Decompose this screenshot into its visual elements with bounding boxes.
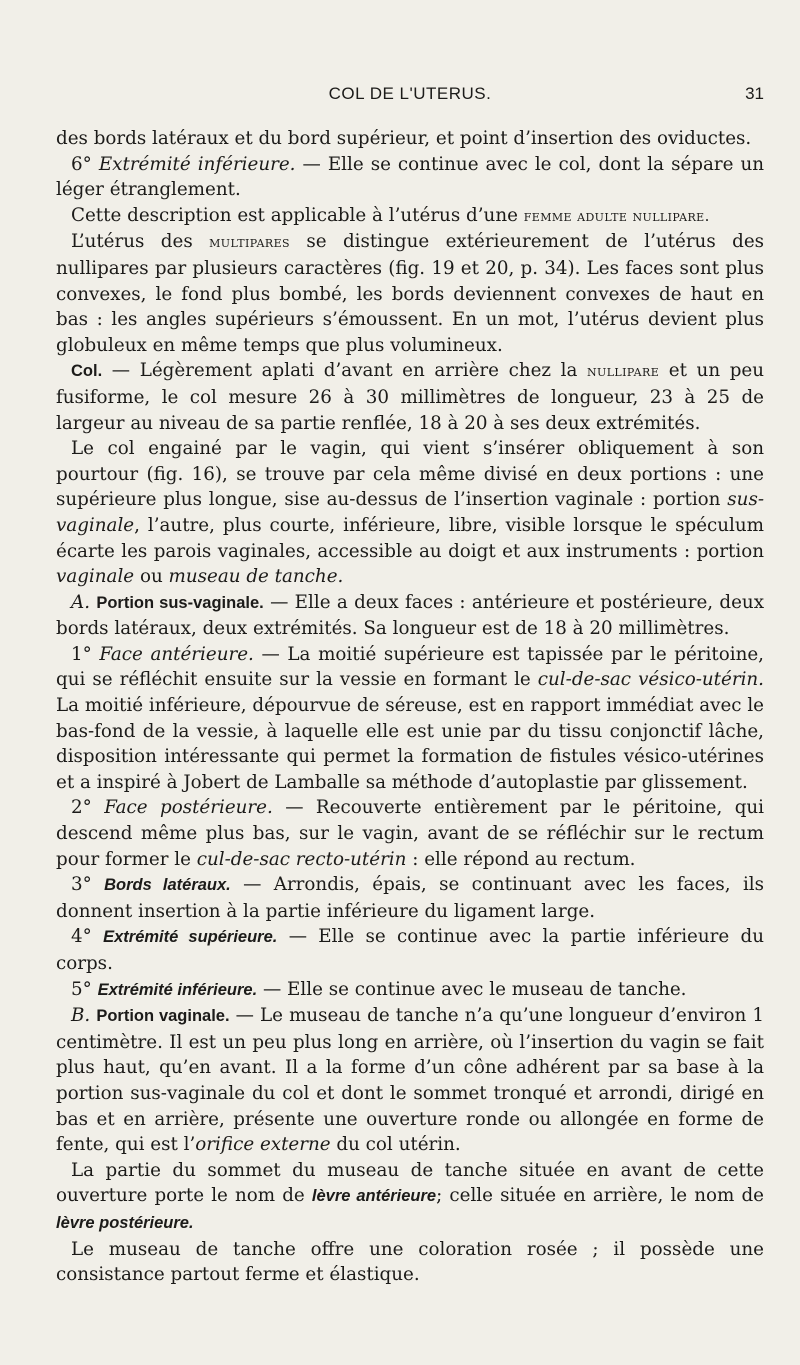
body-text xyxy=(56,126,764,1288)
paragraph: Le col engainé par le vagin, qui vient s’insérer obliquement à son pourtour (fig. 16), se trouve par cela même divisé en deux portions : une supérieure plus longue, sise au-dessus de l’insertion vaginale : portion sus-vaginale, l’autre, plus courte, inférieure, libre, visible lorsque le spéculum écarte les parois vaginales, accessible au doigt et aux instruments : portion vaginale ou museau de tanche. xyxy=(56,438,765,588)
item-title: Extrémité supérieure. xyxy=(103,928,278,947)
paragraph: 4° Extrémité supérieure. — Elle se continue avec la partie inférieure du corps. xyxy=(56,926,764,974)
section-heading: Portion vaginale. xyxy=(96,1007,230,1026)
item-title: Face postérieure. xyxy=(104,797,273,819)
section-heading: Portion sus-vaginale. xyxy=(96,593,264,612)
item-title: Extrémité inférieure. xyxy=(97,980,258,999)
paragraph: 6° Extrémité inférieure. — Elle se continue avec le col, dont la sépare un léger étranglement. xyxy=(56,153,764,201)
running-title: COL DE L'UTERUS. xyxy=(328,84,492,103)
paragraph: des bords latéraux et du bord supérieur, et point d’insertion des oviductes. xyxy=(56,128,752,149)
item-title: Bords latéraux. xyxy=(104,876,231,895)
paragraph: La partie du sommet du museau de tanche située en avant de cette ouverture porte le nom de lèvre antérieure; celle située en arrière, le nom de lèvre postérieure. xyxy=(56,1159,764,1232)
paragraph: B. Portion vaginale. — Le museau de tanche n’a qu’une longueur d’environ 1 centimètre. Il est un peu plus long en arrière, où l’insertion du vagin se fait plus haut, qu’en avant. Il a la forme d’un cône adhérent par sa base à la portion sus-vaginale du col et dont le sommet tronqué et arrondi, dirigé en bas et en arrière, présente une ouverture ronde ou allongée en forme de fente, qui est l’orifice externe du col utérin. xyxy=(56,1005,765,1156)
paragraph: 5° Extrémité inférieure. — Elle se continue avec le museau de tanche. xyxy=(71,978,687,1000)
paragraph: 3° Bords latéraux. — Arrondis, épais, se continuant avec les faces, ils donnent insertion à la partie inférieure du ligament large. xyxy=(56,874,765,922)
paragraph: 2° Face postérieure. — Recouverte entièrement par le péritoine, qui descend même plus bas, sur le vagin, avant de se réfléchir sur le rectum pour former le cul-de-sac recto-utérin : elle répond au rectum. xyxy=(56,797,765,870)
paragraph: Cette description est applicable à l’utérus d’une femme adulte nullipare. xyxy=(71,204,710,226)
paragraph: L’utérus des multipares se distingue extérieurement de l’utérus des nullipares par plusieurs caractères (fig. 19 et 20, p. 34). Les faces sont plus convexes, le fond plus bombé, les bords deviennent convexes de haut en bas : les angles supérieurs s’émoussent. En un mot, l’utérus devient plus globuleux en même temps que plus volumineux. xyxy=(56,231,765,356)
page-number: 31 xyxy=(745,84,764,103)
paragraph: Col. — Légèrement aplati d’avant en arrière chez la nullipare et un peu fusiforme, le col mesure 26 à 30 millimètres de longueur, 23 à 25 de largeur au niveau de sa partie renflée, 18 à 20 à ses deux extrémités. xyxy=(56,360,765,434)
section-heading: Col. xyxy=(71,362,103,381)
item-title: Face antérieure. xyxy=(99,643,254,665)
paragraph: 1° Face antérieure. — La moitié supérieure est tapissée par le péritoine, qui se réfléchit ensuite sur la vessie en formant le cul-de-sac vésico-utérin. La moitié inférieure, dépourvue de séreuse, est en rapport immédiat avec le bas-fond de la vessie, à laquelle elle est unie par du tissu conjonctif lâche, disposition intéressante qui permet la formation de fistules vésico-utérines et a inspiré à Jobert de Lamballe sa méthode d’autoplastie par glissement. xyxy=(56,643,764,793)
item-title: Extrémité inférieure. xyxy=(98,153,296,175)
page-header xyxy=(56,84,764,108)
paragraph: A. Portion sus-vaginale. — Elle a deux faces : antérieure et postérieure, deux bords latéraux, deux extrémités. Sa longueur est de 18 à 20 millimètres. xyxy=(56,591,765,640)
paragraph: Le museau de tanche offre une coloration rosée ; il possède une consistance partout ferme et élastique. xyxy=(56,1238,764,1286)
